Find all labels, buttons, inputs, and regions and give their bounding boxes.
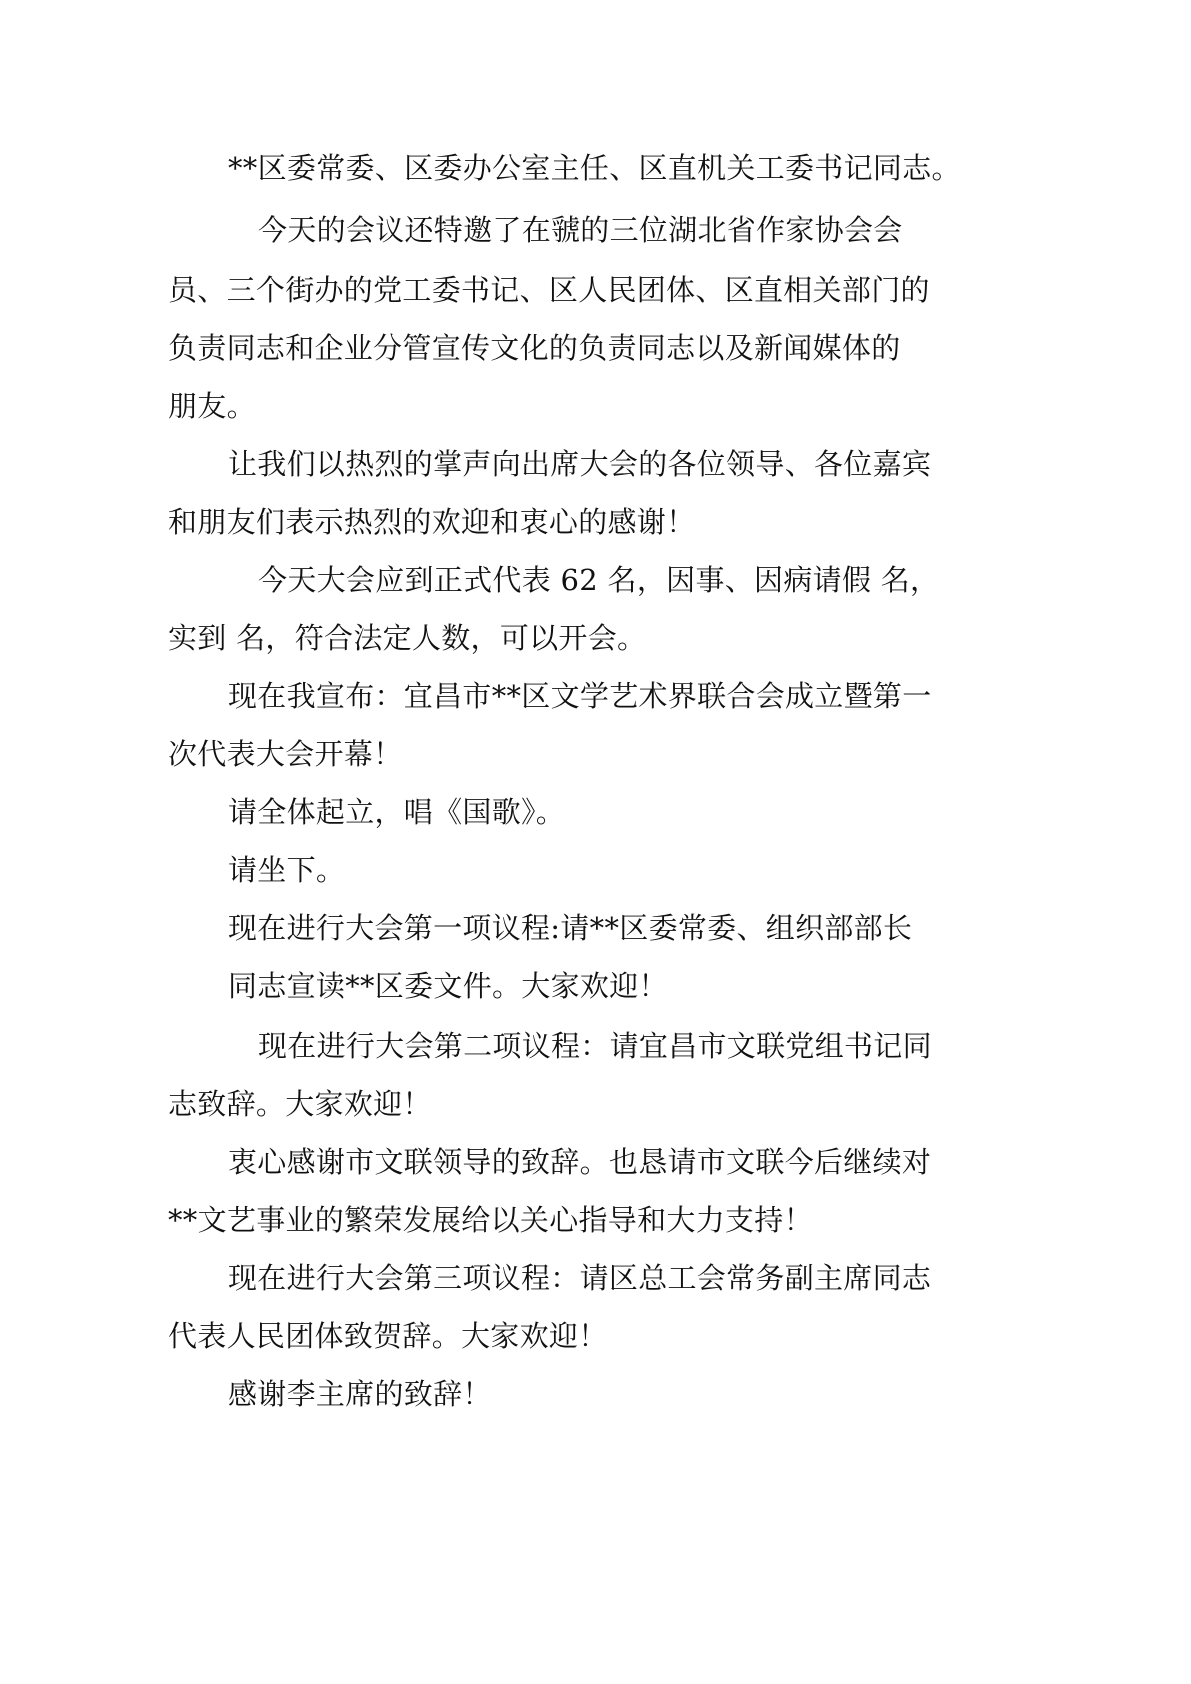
text-line: 今天的会议还特邀了在虢的三位湖北省作家协会会 [258, 213, 903, 247]
text-line: 让我们以热烈的掌声向出席大会的各位领导、各位嘉宾 [228, 447, 932, 481]
text-line: 现在进行大会第三项议程：请区总工会常务副主席同志 [228, 1261, 932, 1295]
text-line: 衷心感谢市文联领导的致辞。也恳请市文联今后继续对 [228, 1145, 932, 1179]
text-line: 实到 名，符合法定人数，可以开会。 [168, 621, 647, 655]
text-line: 志致辞。大家欢迎！ [168, 1087, 432, 1121]
text-line: 请全体起立，唱《国歌》。 [228, 795, 566, 829]
text-line: 现在我宣布：宜昌市**区文学艺术界联合会成立暨第一 [228, 679, 932, 713]
text-line: 现在进行大会第一项议程:请**区委常委、组织部部长 [228, 911, 913, 945]
text-line: 同志宣读**区委文件。大家欢迎！ [228, 969, 668, 1003]
text-line: 感谢李主席的致辞！ [228, 1377, 492, 1411]
text-line: 负责同志和企业分管宣传文化的负责同志以及新闻媒体的 [168, 331, 901, 365]
text-line: 现在进行大会第二项议程：请宜昌市文联党组书记同 [258, 1029, 932, 1063]
text-line: 朋友。 [168, 389, 256, 423]
text-line: **文艺事业的繁荣发展给以关心指导和大力支持！ [168, 1203, 813, 1237]
text-line: 员、三个街办的党工委书记、区人民团体、区直相关部门的 [168, 273, 930, 307]
text-line: 和朋友们表示热烈的欢迎和衷心的感谢！ [168, 505, 696, 539]
text-line: 请坐下。 [228, 853, 346, 887]
text-line: **区委常委、区委办公室主任、区直机关工委书记同志。 [228, 151, 961, 185]
text-line: 次代表大会开幕！ [168, 737, 403, 771]
text-line: 今天大会应到正式代表 62 名，因事、因病请假 名， [258, 563, 940, 597]
text-line: 代表人民团体致贺辞。大家欢迎！ [168, 1319, 608, 1353]
